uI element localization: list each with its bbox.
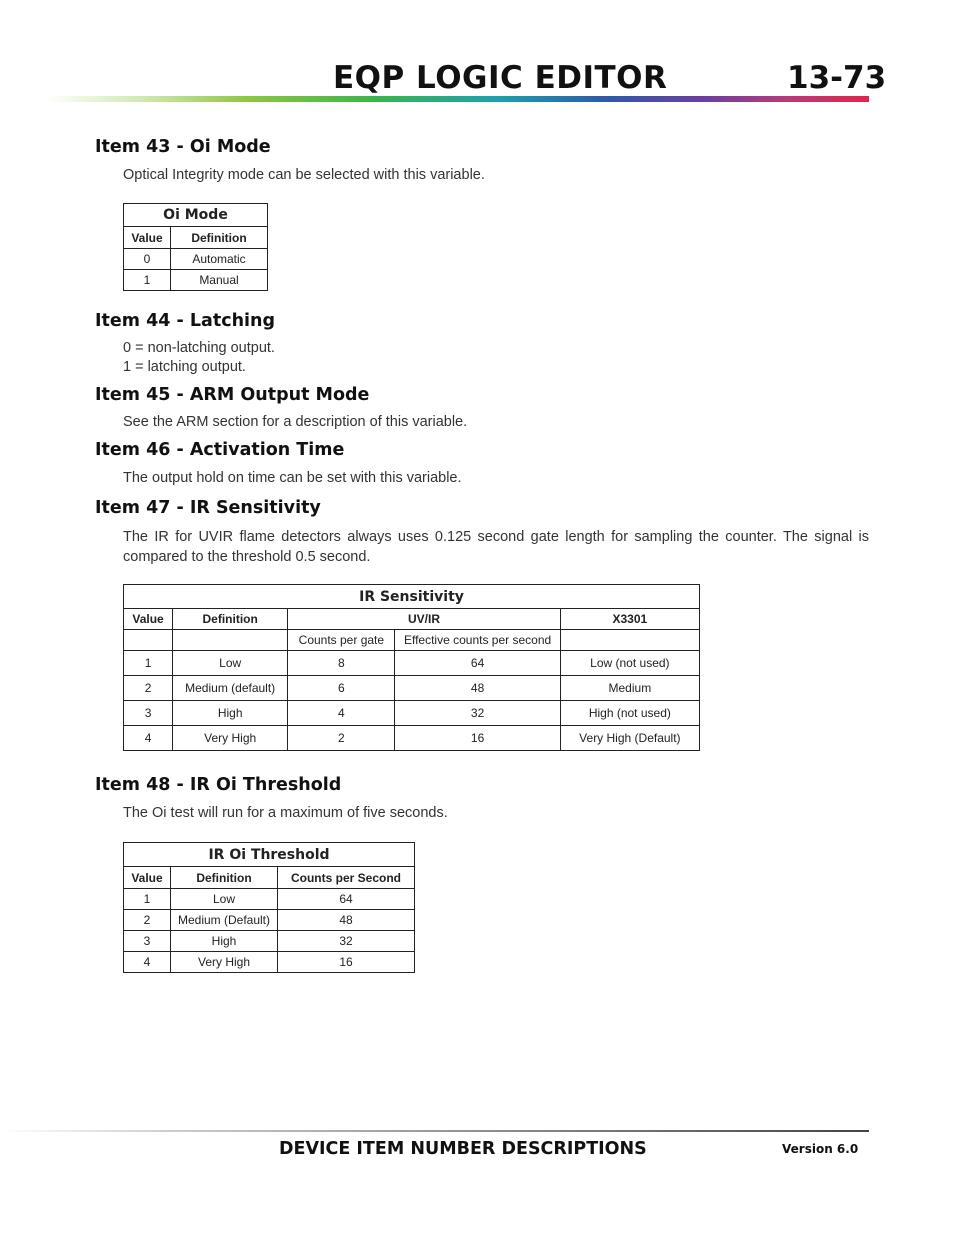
table-cell: 4: [124, 952, 171, 973]
column-header: Value: [124, 227, 171, 249]
table-cell: 48: [278, 910, 415, 931]
section-text-item-47: The IR for UVIR flame detectors always uses 0.125 second gate length for sampling the counter. The signal is compared to the threshold 0.5 second.: [123, 529, 869, 565]
table-cell: 0: [124, 249, 171, 270]
column-subheader: Effective counts per second: [395, 630, 560, 651]
table-cell: 4: [288, 701, 395, 726]
table-cell: 1: [124, 651, 173, 676]
table-caption: IR Oi Threshold: [124, 843, 415, 867]
table-cell: Low: [171, 889, 278, 910]
table-cell: High: [173, 701, 288, 726]
section-line: 1 = latching output.: [123, 359, 246, 375]
table-caption: IR Sensitivity: [124, 585, 700, 609]
table-cell: 2: [124, 676, 173, 701]
table-cell: Medium (Default): [171, 910, 278, 931]
table-row: [124, 651, 700, 676]
table-row: [124, 952, 415, 973]
page-number: 13-73: [787, 60, 887, 96]
footer-rule: [0, 1130, 869, 1132]
table-cell: Low (not used): [560, 651, 699, 676]
table-row: [124, 676, 700, 701]
table-row: [124, 889, 415, 910]
ir-sensitivity-table: [123, 584, 700, 751]
column-header: X3301: [560, 609, 699, 630]
table-cell: 64: [278, 889, 415, 910]
table-row: [124, 270, 268, 291]
table-cell: 1: [124, 889, 171, 910]
version-label: Version 6.0: [782, 1142, 859, 1156]
section-heading-item-44: Item 44 - Latching: [95, 311, 276, 331]
table-cell: 4: [124, 726, 173, 751]
table-cell: 32: [278, 931, 415, 952]
table-cell: 6: [288, 676, 395, 701]
table-cell: 2: [288, 726, 395, 751]
table-cell: 3: [124, 701, 173, 726]
section-heading-item-46: Item 46 - Activation Time: [95, 440, 345, 460]
column-header: Value: [124, 867, 171, 889]
section-text-item-46: The output hold on time can be set with this variable.: [123, 470, 462, 486]
table-cell: 8: [288, 651, 395, 676]
header-accent-bar: [45, 96, 869, 102]
table-cell: 1: [124, 270, 171, 291]
table-cell: Automatic: [171, 249, 268, 270]
table-row: [124, 701, 700, 726]
table-cell: Low: [173, 651, 288, 676]
table-row: [124, 931, 415, 952]
table-cell: High: [171, 931, 278, 952]
table-cell: 16: [278, 952, 415, 973]
footer-title: DEVICE ITEM NUMBER DESCRIPTIONS: [279, 1139, 647, 1159]
column-header: Definition: [171, 227, 268, 249]
table-cell: Very High: [171, 952, 278, 973]
oi-mode-table: [123, 203, 268, 291]
section-text-item-43: Optical Integrity mode can be selected with this variable.: [123, 167, 485, 183]
column-header: Counts per Second: [278, 867, 415, 889]
column-header: Definition: [173, 609, 288, 630]
section-line: 0 = non-latching output.: [123, 340, 275, 356]
table-cell: High (not used): [560, 701, 699, 726]
table-cell: 64: [395, 651, 560, 676]
column-header: Value: [124, 609, 173, 630]
section-text-item-48: The Oi test will run for a maximum of five seconds.: [123, 805, 448, 821]
section-text-item-45: See the ARM section for a description of this variable.: [123, 414, 468, 430]
table-cell: Medium (default): [173, 676, 288, 701]
table-row: [124, 910, 415, 931]
table-caption: Oi Mode: [124, 204, 268, 227]
page-title: EQP LOGIC EDITOR: [333, 60, 668, 96]
table-row: [124, 249, 268, 270]
table-cell: Very High (Default): [560, 726, 699, 751]
table-cell: 16: [395, 726, 560, 751]
column-subheader: Counts per gate: [288, 630, 395, 651]
column-header: Definition: [171, 867, 278, 889]
section-heading-item-47: Item 47 - IR Sensitivity: [95, 498, 321, 518]
table-cell: 3: [124, 931, 171, 952]
table-cell: 2: [124, 910, 171, 931]
section-heading-item-45: Item 45 - ARM Output Mode: [95, 385, 370, 405]
table-cell: Manual: [171, 270, 268, 291]
section-heading-item-43: Item 43 - Oi Mode: [95, 137, 271, 157]
table-row: [124, 726, 700, 751]
table-cell: Very High: [173, 726, 288, 751]
column-header: UV/IR: [288, 609, 560, 630]
section-heading-item-48: Item 48 - IR Oi Threshold: [95, 775, 342, 795]
table-cell: 48: [395, 676, 560, 701]
table-cell: Medium: [560, 676, 699, 701]
table-cell: 32: [395, 701, 560, 726]
ir-oi-threshold-table: [123, 842, 415, 973]
